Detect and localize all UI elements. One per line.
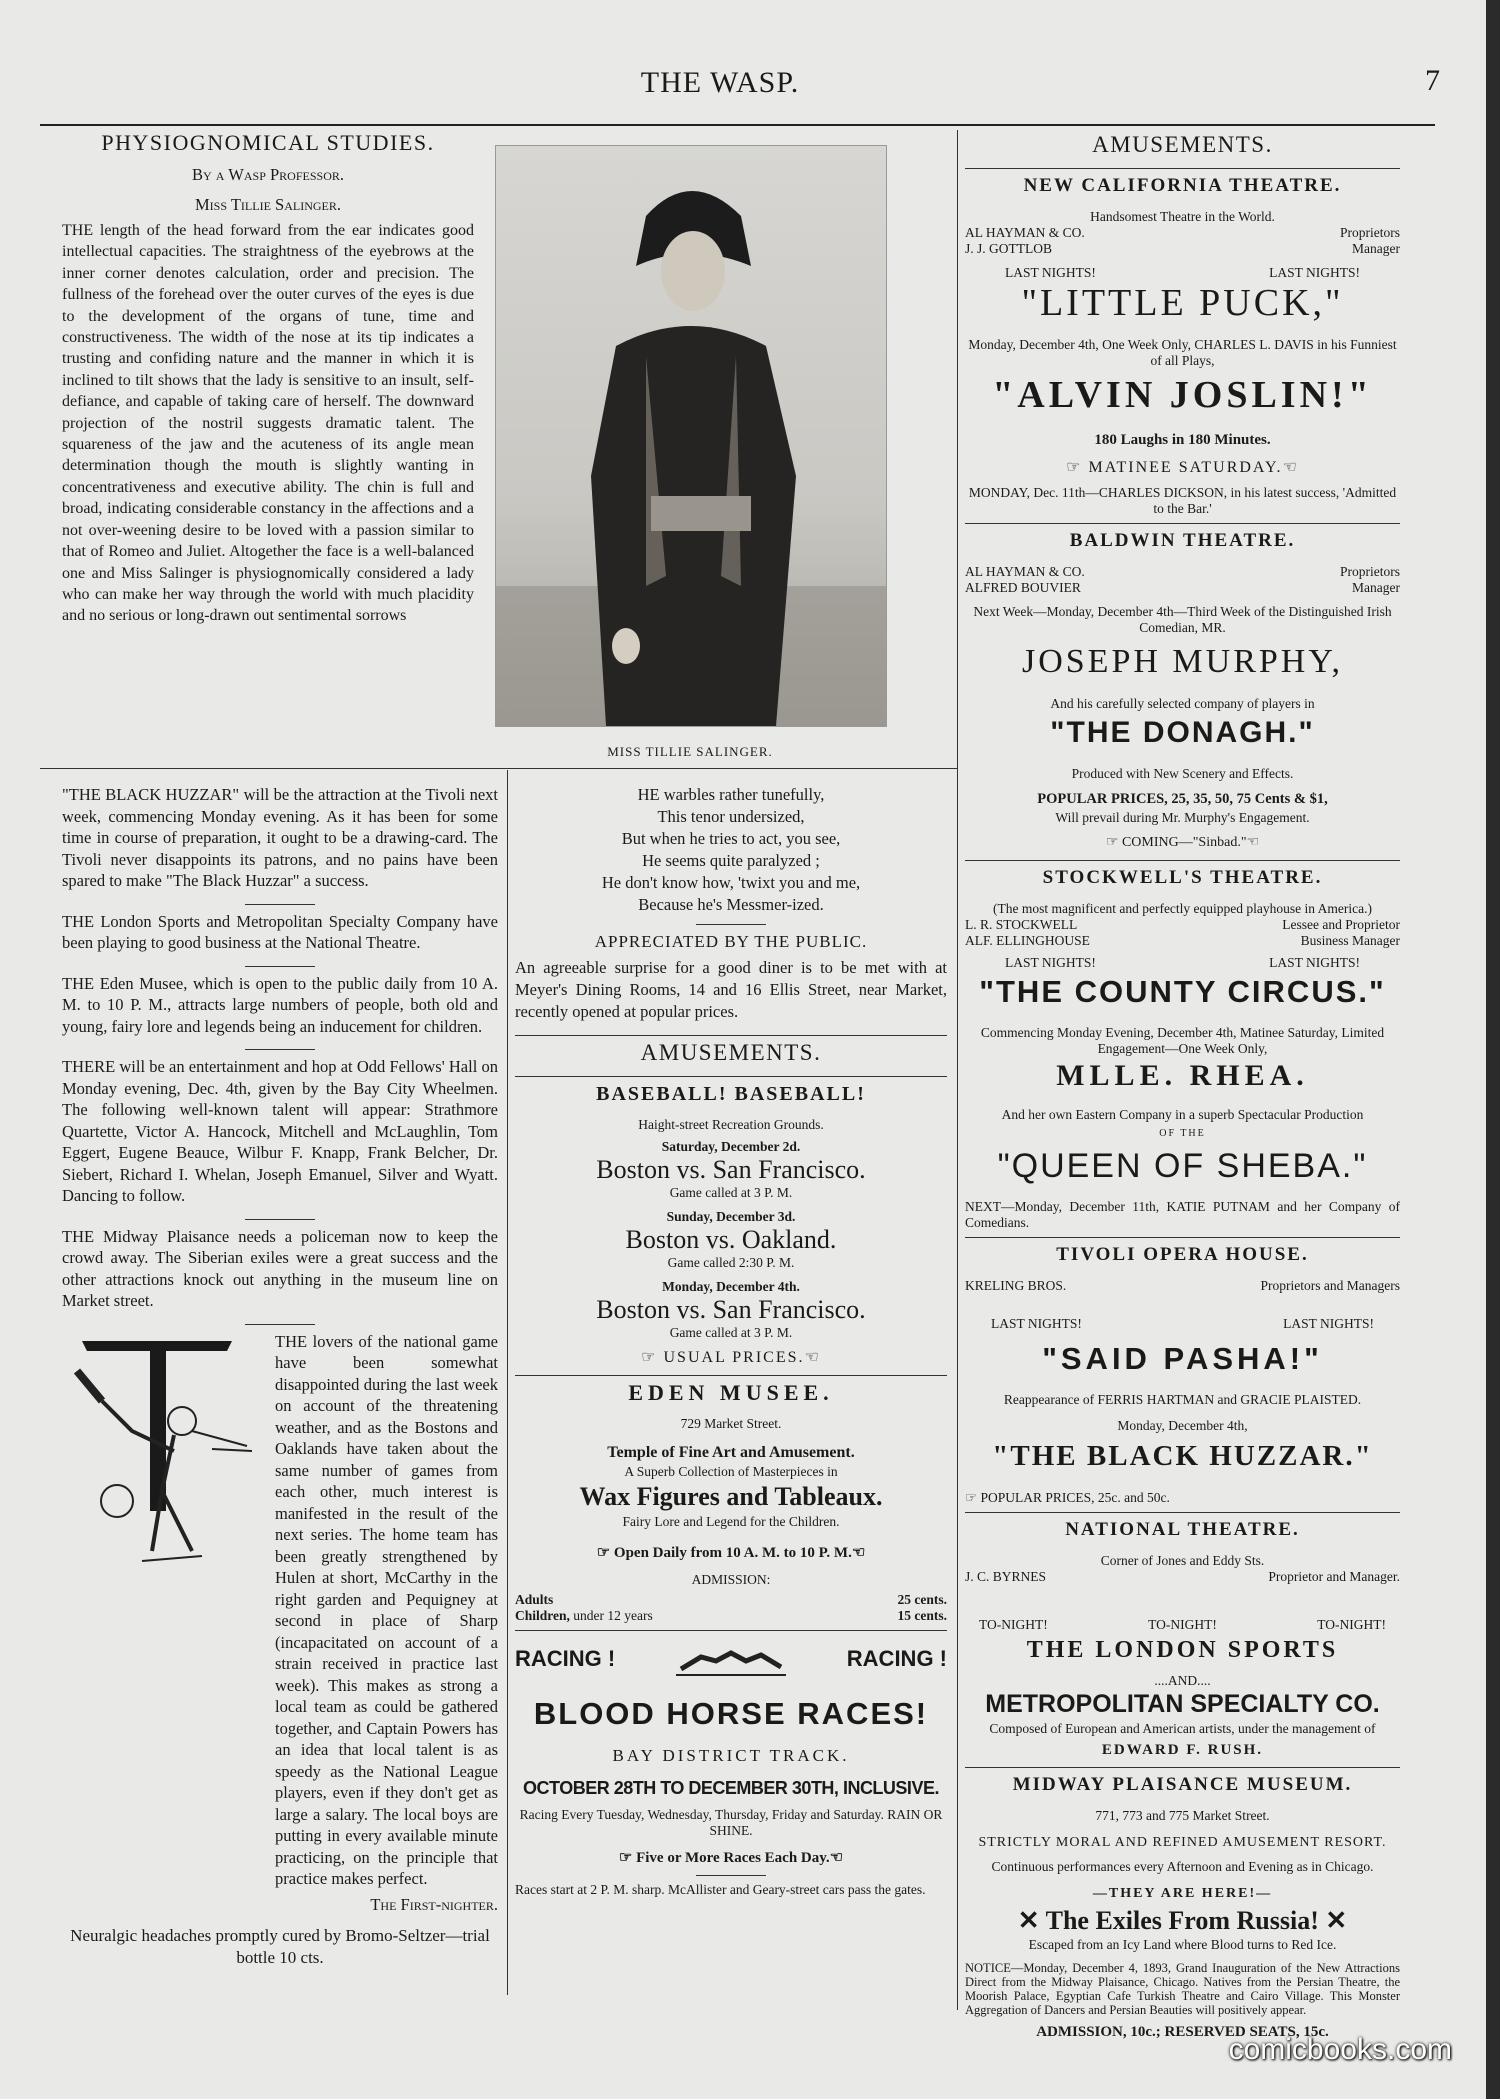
divider [696,924,766,925]
game-match: Boston vs. San Francisco. [596,1295,866,1324]
portrait-figure-icon [496,146,886,726]
staff-role: Proprietors [1340,564,1400,579]
theatre-tagline: Corner of Jones and Eddy Sts. [1100,1553,1265,1568]
divider [245,1324,315,1325]
racing-title: BLOOD HORSE RACES! [533,1696,929,1731]
poem-line: He seems quite paralyzed ; [642,851,820,870]
divider [245,904,315,905]
racing-left: RACING ! [515,1646,616,1671]
staff-role: Manager [1352,580,1400,595]
star-name: JOSEPH MURPHY, [1021,643,1344,680]
theatre-name: BALDWIN THEATRE. [1069,530,1296,551]
divider [965,1512,1400,1513]
racing-days: Racing Every Tuesday, Wednesday, Thursday, Friday and Saturday. RAIN OR SHINE. [519,1807,943,1838]
divider [515,1630,947,1631]
baseball-note [62,1331,498,1890]
baseball-heading: BASEBALL! BASEBALL! [596,1083,866,1105]
divider [515,1076,947,1077]
photo-caption: MISS TILLIE SALINGER. [607,744,773,759]
staff-role: Manager [1352,241,1400,256]
eden-admission: ADMISSION: [691,1572,771,1587]
price-note: under 12 years [573,1608,653,1623]
staff-role: Lessee and Proprietor [1282,917,1400,932]
staff-row [965,241,1400,257]
watermark: comicbooks.com [1228,2033,1452,2066]
staff-name: L. R. STOCKWELL [965,917,1078,932]
play-note: And her own Eastern Company in a superb Spectacular Production [1001,1107,1364,1122]
column-rule-right [957,130,958,2010]
eden-name: EDEN MUSEE. [628,1380,834,1405]
poem-line: He don't know how, 'twixt you and me, [601,873,861,892]
theatre-tagline: 771, 773 and 775 Market Street. [1095,1808,1270,1823]
physiognomy-article [62,132,474,639]
racing-start: Races start at 2 P. M. sharp. McAllister and Geary-street cars pass the gates. [515,1882,926,1897]
game-day: Sunday, December 3d. [666,1209,796,1224]
divider [965,168,1400,169]
theatre-tagline: (The most magnificent and perfectly equipped playhouse in America.) [993,901,1372,916]
staff-role: Proprietors and Managers [1260,1278,1400,1293]
next-attraction: NEXT—Monday, December 11th, KATIE PUTNAM and her Company of Comedians. [965,1199,1400,1230]
article-body: THE length of the head forward from the ear indicates good intellectual capacities. The straightness of the eyebrows at the inner corner denotes calculation, order and precision. The fullness of the forehead over the outer curves of the eyes is due to the development of the organs of tune, time and constructiveness. The width of the nose at its tip indicates a trusting and confiding nature and the manner in which it is inclined to tilt shows that the lady is sensitive to an insult, self-defiance, and capable of taking care of herself. The downward projection of the nostril suggests dramatic talent. The squareness of the jaw and the acuteness of its angle mean determination though the mouth is slightly wanting in concentrativeness and executive ability. The chin is full and broad, indicating considerable constancy in the affections and a not over-weening desire to be loved with a passion similar to that of Romeo and Juliet. Altogether the face is a well-balanced one and Miss Salinger is physiognomically considered a lady who can make her way through the world with much placidity and no serious or long-drawn out sentimental sorrows [62,222,474,625]
divider [515,1375,947,1376]
eden-open: ☞ Open Daily from 10 A. M. to 10 P. M.☜ [596,1545,866,1561]
play-note: Will prevail during Mr. Murphy's Engagement. [1055,810,1310,825]
game-day: Saturday, December 2d. [661,1139,801,1154]
staff-row [965,580,1400,596]
racing-track: BAY DISTRICT TRACK. [612,1746,850,1765]
divider [965,523,1400,524]
last-nights: LAST NIGHTS! [1269,955,1360,970]
news-item: THE Eden Musee, which is open to the public daily from 10 A. M. to 10 P. M., attracts large numbers of people, both old and young, fairy lore and legends being an inducement for children. [62,973,498,1036]
staff-role: Proprietor and Manager. [1268,1569,1400,1584]
page-edge [1486,0,1500,2099]
price-row-adults [515,1592,947,1608]
star-name: MLLE. RHEA. [1056,1059,1309,1092]
play-title: THE LONDON SPORTS [1026,1637,1339,1663]
portrait-photo [495,145,887,727]
news-item: "THE BLACK HUZZAR" will be the attraction at the Tivoli next week, commencing Monday evening. As it has been for some time in course of preparation, it ought to be a drawing-card. The Tivoli never disappoints its patrons, and no pains have been spared to make "The Black Huzzar" a success. [62,785,498,890]
masthead-title: THE WASP. [640,66,800,99]
play-title [965,1905,1400,1937]
baseball-batter-illustration-icon [62,1331,267,1591]
staff-row [965,933,1400,949]
staff-name: ALFRED BOUVIER [965,580,1081,595]
last-nights: LAST NIGHTS! [991,1316,1082,1331]
matinee: ☞ MATINEE SATURDAY.☜ [1066,459,1299,476]
play-title: "THE DONAGH." [1050,716,1315,749]
appreciated-title: APPRECIATED BY THE PUBLIC. [594,932,868,951]
news-item: THERE will be an entertainment and hop at Odd Fellows' Hall on Monday evening, Dec. 4th, given by the Bay City Wheelmen. The following well-known talent will appear: Strathmore Quartette, Victor A. Hancock, Mitchell and McLaughlin, Tom Eggert, Eugene Beauce, Wilbur F. Knapp, Frank Belcher, Dr. Siebert, Richard I. Whelan, Joseph Emanuel, Silver and Wyatt. Dancing to follow. [62,1057,498,1205]
theatre-name: NEW CALIFORNIA THEATRE. [1023,175,1342,196]
appreciated-body: An agreeable surprise for a good diner is to be met with at Meyer's Dining Rooms, 14 and 16 Ellis Street, near Market, recently opened at popular prices. [515,958,947,1021]
tonight-row [965,1617,1400,1633]
staff-row [965,225,1400,241]
section-rule [40,768,957,769]
page-number: 7 [1425,64,1440,97]
article-byline: By a Wasp Professor. [192,165,344,184]
play-note: And his carefully selected company of players in [1050,696,1315,711]
game-match: Boston vs. San Francisco. [596,1155,866,1184]
staff-row [965,1569,1400,1585]
tonight: TO-NIGHT! [979,1617,1048,1632]
play-note: Escaped from an Icy Land where Blood turns to Red Ice. [1028,1937,1337,1952]
price-label: Adults [515,1592,554,1607]
staff-name: KRELING BROS. [965,1278,1067,1293]
baseball-grounds: Haight-street Recreation Grounds. [638,1117,824,1132]
play-note: Reappearance of FERRIS HARTMAN and GRACIE PLAISTED. [1003,1392,1362,1407]
racehorses-icon [676,1639,786,1679]
play-note: —THEY ARE HERE!— [1092,1886,1273,1901]
article-subject: Miss Tillie Salinger. [195,195,341,214]
price-value: 15 cents. [897,1608,947,1623]
staff-name: J. C. BYRNES [965,1569,1047,1584]
price-row-children: Children, under 12 years 15 cents. [515,1608,947,1623]
middle-column [515,784,947,1898]
and: ....AND.... [1154,1673,1211,1688]
play-note: 180 Laughs in 180 Minutes. [1094,432,1271,448]
theatre-tagline: Handsomest Theatre in the World. [1090,209,1275,224]
play-note: Monday, December 4th, One Week Only, CHARLES L. DAVIS in his Funniest of all Plays, [968,337,1397,368]
right-amusements-column [965,134,1400,2043]
divider [515,1035,947,1036]
play-note: Next Week—Monday, December 4th—Third Week of the Distinguished Irish Comedian, MR. [973,604,1392,635]
last-nights: LAST NIGHTS! [1005,955,1096,970]
baseball-note-lead: THE lovers of the national game have been somewhat disappointed during the last week on account of the threatening weather, and as the Bostons and Oaklands have taken about the same number of games from each other, much interest is manifested in the result of the next series. The home team has been greatly strengthened by Hulen at short, McCarthy in the right garden and Pequigney at second in place of Sharp (incapacitated on account of a strain received in practice last week). This makes as strong a local team as could be gathered together, and Captain Powers has an idea that local talent is as speedy as the National League players, even if they don't get as large a salary. The local boys are putting in every available minute practicing, on the principle that practice makes perfect. [275,1331,498,1888]
cross-icon: ✕ [1318,1906,1348,1935]
divider [965,1767,1400,1768]
poem [515,784,947,916]
price-value: 25 cents. [897,1592,947,1607]
game-match: Boston vs. Oakland. [625,1225,837,1254]
play-title: "ALVIN JOSLIN!" [992,374,1373,416]
play-title: "SAID PASHA!" [1042,1341,1323,1376]
staff-role: Proprietors [1340,225,1400,240]
eden-address: 729 Market Street. [680,1416,782,1431]
play-note: Produced with New Scenery and Effects. [1071,766,1294,781]
bromo-ad: Neuralgic headaches promptly cured by Bromo-Seltzer—trial bottle 10 cts. [70,1926,490,1967]
play-title: METROPOLITAN SPECIALTY CO. [985,1690,1380,1718]
last-nights: LAST NIGHTS! [1269,265,1360,280]
eden-superb: A Superb Collection of Masterpieces in [624,1464,838,1479]
staff-row [965,1278,1400,1294]
play-note: Continuous performances every Afternoon and Evening as in Chicago. [991,1859,1374,1874]
news-item: THE London Sports and Metropolitan Specialty Company have been playing to good business at the National Theatre. [62,911,498,952]
divider [965,860,1400,861]
divider [245,966,315,967]
poem-line: But when he tries to act, you see, [621,829,841,848]
divider [696,1875,766,1876]
theatre-name: MIDWAY PLAISANCE MUSEUM. [1012,1774,1353,1795]
middle-amusements-title: AMUSEMENTS. [640,1040,822,1065]
divider [965,1237,1400,1238]
prices: ☞ POPULAR PRICES, 25c. and 50c. [965,1490,1170,1505]
game-time: Game called 2:30 P. M. [667,1255,795,1270]
baseball-note-signature: The First-nighter. [370,1894,498,1914]
play-title: "THE COUNTY CIRCUS." [979,974,1386,1009]
racing-right: RACING ! [846,1646,947,1671]
baseball-prices: ☞ USUAL PRICES.☜ [641,1349,821,1366]
divider [245,1219,315,1220]
tonight: TO-NIGHT! [1317,1617,1386,1632]
poem-line: HE warbles rather tunefully, [637,785,825,804]
eden-fairy: Fairy Lore and Legend for the Children. [622,1514,840,1529]
staff-row [965,917,1400,933]
play-note: Commencing Monday Evening, December 4th, Matinee Saturday, Limited Engagement—One Week Only, [980,1025,1385,1056]
tonight: TO-NIGHT! [1148,1617,1217,1632]
game-time: Game called at 3 P. M. [669,1325,793,1340]
article-title: PHYSIOGNOMICAL STUDIES. [101,130,435,155]
play-note: Monday, December 4th, [1117,1418,1248,1433]
staff-name: J. J. GOTTLOB [965,241,1052,256]
eden-wax: Wax Figures and Tableaux. [579,1482,883,1511]
right-amusements-title: AMUSEMENTS. [1092,132,1273,157]
theatre-name: TIVOLI OPERA HOUSE. [1056,1244,1309,1265]
poem-line: This tenor undersized, [657,807,805,826]
prices: POPULAR PRICES, 25, 35, 50, 75 Cents & $1, [1037,791,1328,807]
game-day: Monday, December 4th. [662,1279,800,1294]
play-note: STRICTLY MORAL AND REFINED AMUSEMENT RESORT. [978,1835,1387,1850]
next-attraction: MONDAY, Dec. 11th—CHARLES DICKSON, in his latest success, 'Admitted to the Bar.' [968,485,1397,516]
price-label: Children [515,1608,567,1623]
notice: NOTICE—Monday, December 4, 1893, Grand Inauguration of the New Attractions Direct from the Midway Plaisance, Chicago. Natives from the Persian Theatre, the Moorish Palace, Egyptian Cafe Turkish Theatre and Cairo Village. This Monster Aggregation of Dancers and Persian Beauties will positively appear. [965,1961,1400,2017]
play-title: "LITTLE PUCK," [1021,282,1344,324]
column-rule-left [507,770,508,1995]
left-news-column [62,784,498,1980]
last-nights-row [965,955,1400,971]
poem-line: Because he's Messmer-ized. [638,895,824,914]
play-title: "QUEEN OF SHEBA." [997,1147,1368,1185]
play-note: Composed of European and American artists, under the management of [989,1721,1376,1736]
staff-role: Business Manager [1300,933,1400,948]
staff-name: AL HAYMAN & CO. [965,225,1085,240]
staff-name: ALF. ELLINGHOUSE [965,933,1090,948]
last-nights: LAST NIGHTS! [1005,265,1096,280]
last-nights: LAST NIGHTS! [1283,1316,1374,1331]
staff-name: AL HAYMAN & CO. [965,564,1085,579]
of-the: OF THE [1159,1128,1206,1139]
last-nights-row [965,1316,1400,1332]
game-time: Game called at 3 P. M. [669,1185,793,1200]
theatre-name: NATIONAL THEATRE. [1065,1519,1300,1540]
play-title: "THE BLACK HUZZAR." [992,1440,1373,1472]
racing-five: ☞ Five or More Races Each Day.☜ [618,1850,844,1866]
manager-name: EDWARD F. RUSH. [1101,1742,1264,1758]
last-nights-row [965,265,1400,281]
coming: ☞ COMING—"Sinbad."☜ [1105,835,1260,850]
staff-row [965,564,1400,580]
cross-icon: ✕ [1017,1906,1046,1935]
theatre-name: STOCKWELL'S THEATRE. [1042,867,1323,888]
admission: ADMISSION, 10c.; RESERVED SEATS, 15c. [1036,2024,1329,2040]
eden-temple: Temple of Fine Art and Amusement. [607,1444,855,1461]
header-rule [40,124,1435,126]
news-item: THE Midway Plaisance needs a policeman now to keep the crowd away. The Siberian exiles were a great success and the other attractions knock out anything in the museum line on Market street. [62,1226,498,1310]
racing-banner [515,1639,947,1679]
exiles-title: The Exiles From Russia! [1045,1906,1319,1935]
racing-dates: OCTOBER 28TH TO DECEMBER 30TH, INCLUSIVE. [523,1778,939,1798]
divider [245,1049,315,1050]
